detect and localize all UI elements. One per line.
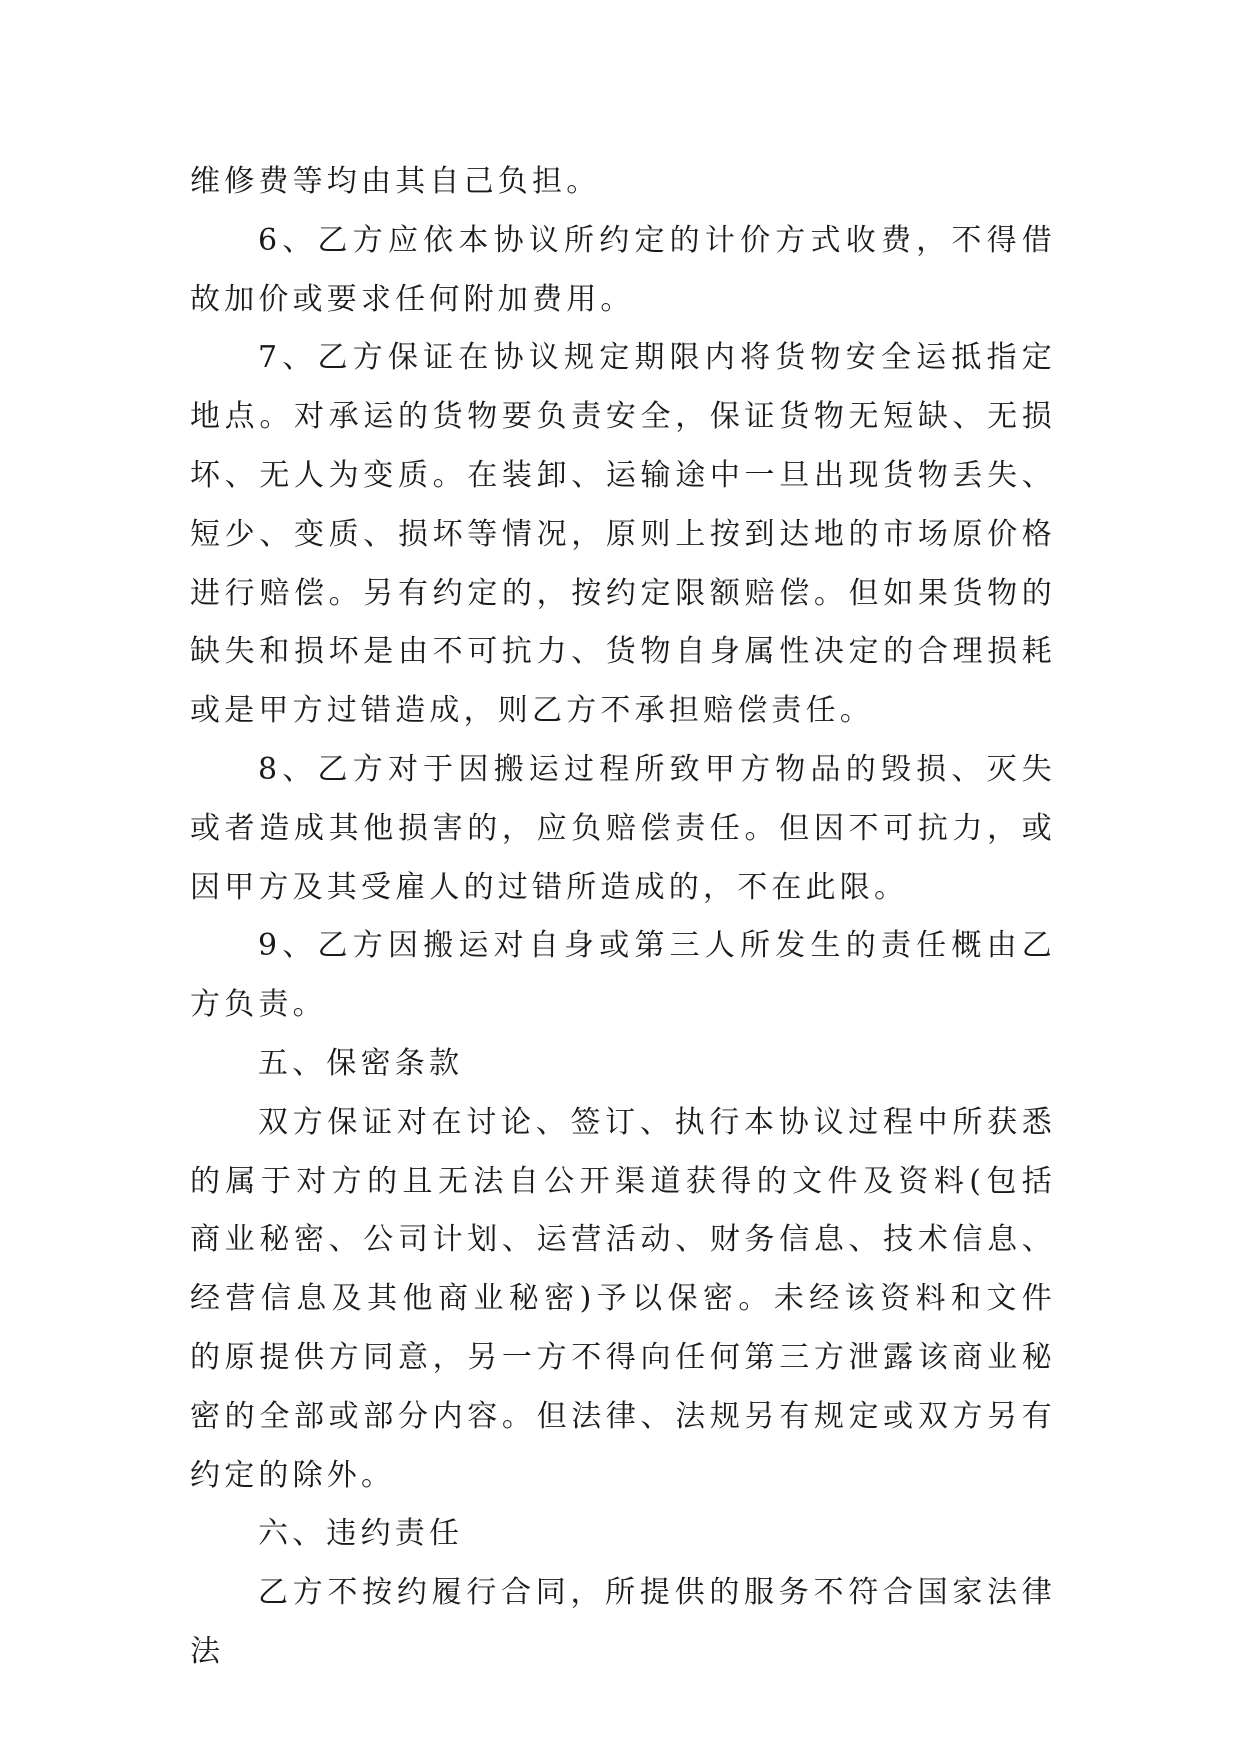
paragraph-confidentiality: 双方保证对在讨论、签订、执行本协议过程中所获悉的属于对方的且无法自公开渠道获得的文件及资料(包括商业秘密、公司计划、运营活动、财务信息、技术信息、经营信息及其他商业秘密)予以保密。未经该资料和文件的原提供方同意，另一方不得向任何第三方泄露该商业秘密的全部或部分内容。但法律、法规另有规定或双方另有约定的除外。 bbox=[190, 1104, 1056, 1493]
document-body bbox=[190, 153, 1056, 1682]
paragraph-clause-6: 6、乙方应依本协议所约定的计价方式收费，不得借故加价或要求任何附加费用。 bbox=[190, 222, 1056, 317]
section-heading-liability: 六、违约责任 bbox=[258, 1516, 464, 1552]
paragraph-repair-costs: 维修费等均由其自己负担。 bbox=[190, 164, 601, 199]
paragraph-clause-8: 8、乙方对于因搬运过程所致甲方物品的毁损、灭失或者造成其他损害的，应负赔偿责任。但因不可抗力，或因甲方及其受雇人的过错所造成的，不在此限。 bbox=[190, 751, 1056, 905]
paragraph-liability: 乙方不按约履行合同，所提供的服务不符合国家法律法 bbox=[190, 1575, 1056, 1669]
paragraph-clause-7: 7、乙方保证在协议规定期限内将货物安全运抵指定地点。对承运的货物要负责安全，保证货物无短缺、无损坏、无人为变质。在装卸、运输途中一旦出现货物丢失、短少、变质、损坏等情况，原则上按到达地的市场原价格进行赔偿。另有约定的，按约定限额赔偿。但如果货物的缺失和损坏是由不可抗力、货物自身属性决定的合理损耗或是甲方过错造成，则乙方不承担赔偿责任。 bbox=[190, 340, 1056, 729]
section-heading-confidentiality: 五、保密条款 bbox=[258, 1045, 464, 1081]
paragraph-clause-9: 9、乙方因搬运对自身或第三人所发生的责任概由乙方负责。 bbox=[190, 928, 1056, 1023]
